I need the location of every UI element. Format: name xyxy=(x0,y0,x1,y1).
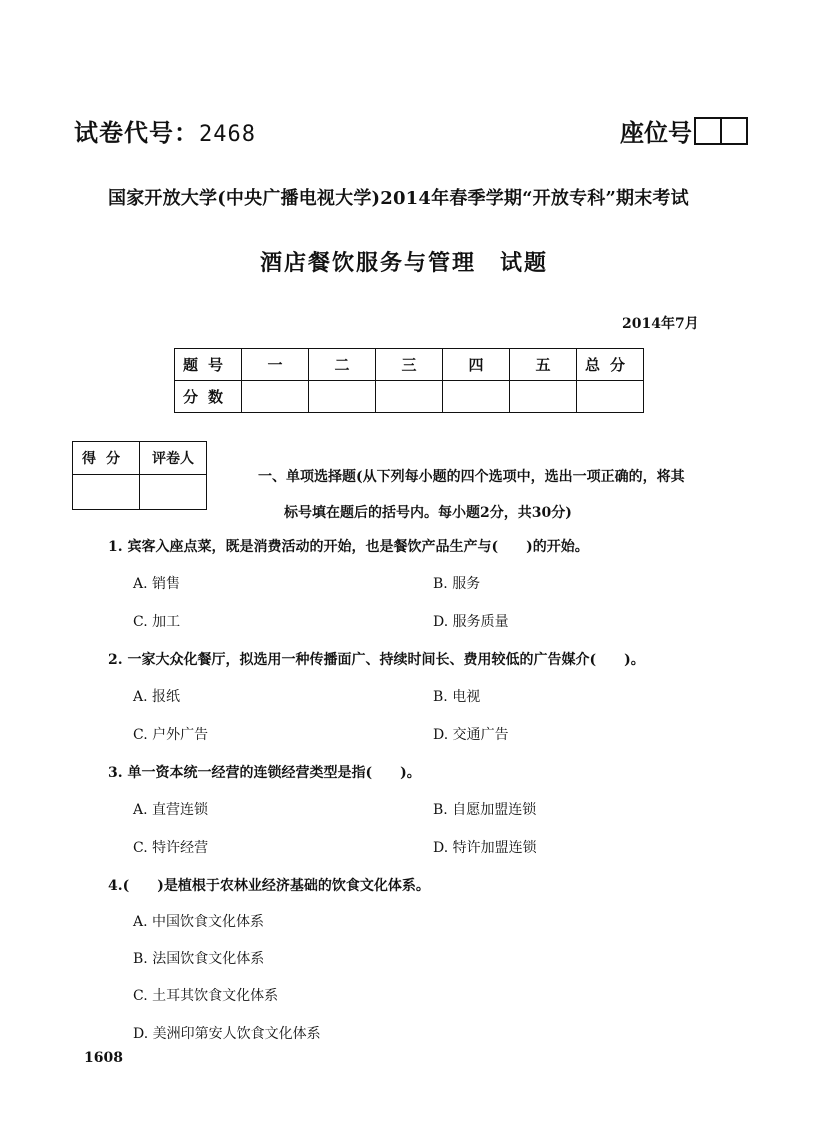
page-number: 1608 xyxy=(84,1050,123,1066)
university-line: 国家开放大学(中央广播电视大学)2014年春季学期“开放专科”期末考试 xyxy=(108,188,689,209)
question-3-option-d: D. 特许加盟连锁 xyxy=(433,840,537,856)
exam-code-value: 2468 xyxy=(199,122,256,147)
score-header-cell: 总分 xyxy=(577,349,644,381)
score-table-value-row xyxy=(175,381,644,413)
question-2-option-c: C. 户外广告 xyxy=(133,727,209,743)
seat-number xyxy=(620,113,748,148)
question-4-stem: 4.( )是植根于农林业经济基础的饮食文化体系。 xyxy=(108,878,430,894)
score-header-cell: 一 xyxy=(242,349,309,381)
score-header-cell: 题号 xyxy=(175,349,242,381)
page-title: 酒店餐饮服务与管理 试题 xyxy=(260,251,549,276)
seat-box xyxy=(720,119,746,143)
question-4-option-b: B. 法国饮食文化体系 xyxy=(133,951,265,967)
question-1-option-c: C. 加工 xyxy=(133,614,181,630)
grader-score-label: 得分 xyxy=(73,442,140,475)
question-4-option-c: C. 土耳其饮食文化体系 xyxy=(133,988,279,1004)
score-header-cell: 四 xyxy=(443,349,510,381)
score-header-cell: 三 xyxy=(376,349,443,381)
grader-name-label: 评卷人 xyxy=(140,442,207,475)
grader-header-row xyxy=(73,442,207,475)
score-cell[interactable] xyxy=(577,381,644,413)
question-2-option-d: D. 交通广告 xyxy=(433,727,509,743)
grader-score-cell[interactable] xyxy=(73,475,140,510)
grader-name-cell[interactable] xyxy=(140,475,207,510)
grader-table xyxy=(72,441,207,510)
score-cell[interactable] xyxy=(510,381,577,413)
seat-number-label: 座位号 xyxy=(620,119,692,147)
question-3-stem: 3. 单一资本统一经营的连锁经营类型是指( )。 xyxy=(108,765,421,781)
question-2-option-a: A. 报纸 xyxy=(133,689,181,705)
score-row-label: 分数 xyxy=(175,381,242,413)
score-cell[interactable] xyxy=(443,381,510,413)
exam-code xyxy=(74,113,256,148)
section-heading-line-2: 标号填在题后的括号内。每小题2分，共30分) xyxy=(284,505,572,521)
score-header-cell: 二 xyxy=(309,349,376,381)
question-1-stem: 1. 宾客入座点菜，既是消费活动的开始，也是餐饮产品生产与( )的开始。 xyxy=(108,539,589,555)
question-1-option-b: B. 服务 xyxy=(433,576,481,592)
question-1-option-a: A. 销售 xyxy=(133,576,181,592)
score-cell[interactable] xyxy=(376,381,443,413)
score-cell[interactable] xyxy=(309,381,376,413)
question-2-option-b: B. 电视 xyxy=(433,689,481,705)
score-table-header-row xyxy=(175,349,644,381)
question-4-option-d: D. 美洲印第安人饮食文化体系 xyxy=(133,1026,321,1042)
exam-date: 2014年7月 xyxy=(622,316,699,332)
question-3-option-b: B. 自愿加盟连锁 xyxy=(433,802,537,818)
score-cell[interactable] xyxy=(242,381,309,413)
question-4-option-a: A. 中国饮食文化体系 xyxy=(133,914,265,930)
question-1-option-d: D. 服务质量 xyxy=(433,614,509,630)
section-heading-line-1: 一、单项选择题(从下列每小题的四个选项中，选出一项正确的，将其 xyxy=(258,469,685,485)
score-table xyxy=(174,348,644,413)
exam-code-label: 试卷代号： xyxy=(74,119,199,147)
seat-number-boxes xyxy=(694,117,748,145)
score-header-cell: 五 xyxy=(510,349,577,381)
seat-box xyxy=(696,119,720,143)
question-3-option-c: C. 特许经营 xyxy=(133,840,209,856)
grader-value-row xyxy=(73,475,207,510)
question-2-stem: 2. 一家大众化餐厅，拟选用一种传播面广、持续时间长、费用较低的广告媒介( )。 xyxy=(108,652,645,668)
question-3-option-a: A. 直营连锁 xyxy=(133,802,209,818)
